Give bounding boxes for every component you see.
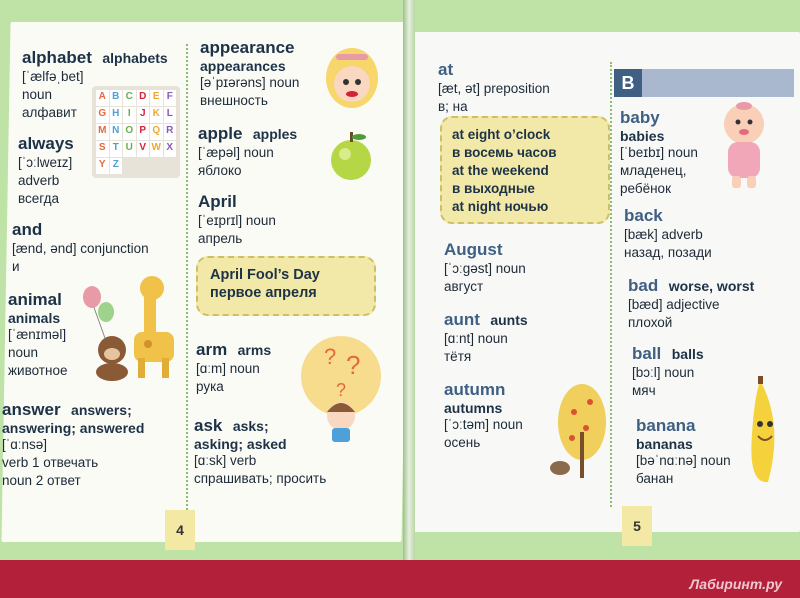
entry-apple [198,124,338,180]
headword: apple [198,124,243,143]
forms: asks; [232,418,269,434]
right-column-separator [610,62,612,507]
page-number-right: 5 [622,506,652,546]
translation: и [12,259,20,274]
translation: осень [444,435,481,450]
translation: всегда [18,191,59,206]
alphabet-tile: K [150,107,163,123]
transcription: [ˈɔːlweɪz] [18,155,73,170]
alphabet-tile: S [96,141,109,157]
box-line: at night ночью [452,199,549,214]
alphabet-tile: W [150,141,163,157]
alphabet-tile: O [123,124,136,140]
headword: aunt [444,310,480,329]
entry-answer [2,400,187,490]
transcription: [ɑːsk] verb [194,453,257,468]
entry-bad [628,276,793,332]
svg-text:?: ? [346,350,361,380]
alphabet-tile: L [164,107,177,123]
apple-illustration [326,128,376,182]
alphabet-tile: X [164,141,177,157]
entry-ask [194,416,394,488]
at-phrases-box [440,116,610,224]
entry-appearance [200,38,330,110]
alphabet-tile: H [110,107,123,123]
entry-arm [196,340,306,396]
headword: bad [628,276,659,295]
forms-continued: answering; answered [2,420,145,436]
autumn-tree-hedgehog-illustration [546,372,608,484]
forms: bananas [636,436,693,452]
section-letter-header [614,69,794,97]
translation: апрель [198,231,243,246]
translation: в; на [438,99,468,114]
transcription: [ænd, ənd] conjunction [12,241,149,256]
translation: август [444,279,484,294]
alphabet-tile: A [96,90,109,106]
entry-back [624,206,774,262]
transcription: [æt, ət] preposition [438,81,550,96]
transcription: [bəˈnɑːnə] noun [636,453,731,468]
translation: алфавит [22,105,77,120]
headword: banana [636,416,696,435]
headword: April [198,192,237,211]
forms: answers; [71,402,132,418]
translation: рука [196,379,224,394]
transcription: [ˈænɪməl] [8,327,67,342]
alphabet-tile: N [110,124,123,140]
alphabet-tile: U [123,141,136,157]
translation: животное [8,363,68,378]
headword: ball [632,344,662,363]
alphabet-tile: E [150,90,163,106]
forms: apples [252,126,298,142]
alphabet-tile: T [110,141,123,157]
alphabet-tile: G [96,107,109,123]
transcription: [əˈpɪərəns] noun [200,75,300,90]
alphabet-tile: B [110,90,123,106]
entry-august [444,240,594,296]
box-line: в выходные [452,181,535,196]
headword: appearance [200,38,295,57]
alphabet-tile: D [137,90,150,106]
alphabet-tile: M [96,124,109,140]
part-of-speech: adverb [18,173,60,188]
translation: тётя [444,349,472,364]
alphabet-tile: Z [110,158,123,174]
entry-april [198,192,358,248]
svg-text:?: ? [336,380,347,400]
translation: назад, позади [624,245,712,260]
translation: внешность [200,93,268,108]
transcription: [bɔːl] noun [632,365,695,380]
publisher-watermark: Лабиринт.ру [689,576,782,592]
baby-illustration [712,98,776,190]
forms: autumns [444,400,503,416]
part-of-speech: noun [22,87,53,102]
entry-ball [632,344,732,400]
transcription: [ɑːm] noun [196,361,260,376]
forms: arms [237,342,272,358]
alphabet-tile: J [137,107,150,123]
box-line: в восемь часов [452,145,557,160]
alphabet-tile: R [164,124,177,140]
alphabet-blocks-image [92,86,180,178]
headword: back [624,206,663,225]
sense-2: noun 2 ответ [2,473,81,488]
headword: and [12,220,43,239]
translation: плохой [628,315,673,330]
headword: arm [196,340,228,359]
headword: baby [620,108,660,127]
headword: ask [194,416,223,435]
transcription: [ˈeɪprɪl] noun [198,213,276,228]
translation: спрашивать; просить [194,471,327,486]
forms: appearances [200,58,286,74]
entry-at [438,60,608,116]
monkey-giraffe-illustration [82,272,182,382]
forms-continued: asking; asked [194,436,287,452]
alphabet-tile: P [137,124,150,140]
alphabet-tile: Q [150,124,163,140]
transcription: [ˈælfəˌbet] [22,69,84,84]
headword: alphabet [22,48,92,67]
forms: babies [620,128,665,144]
forms: balls [671,346,704,362]
headword: autumn [444,380,506,399]
page-number-left: 4 [165,510,195,550]
headword: answer [2,400,61,419]
transcription: [ɑːnt] noun [444,331,508,346]
forms: aunts [490,312,528,328]
transcription: [ˈæpəl] noun [198,145,274,160]
box-line: at eight o’clock [452,127,551,142]
alphabet-tile: C [123,90,136,106]
translation: яблоко [198,163,242,178]
alphabet-tile: F [164,90,177,106]
transcription: [bæd] adjective [628,297,720,312]
entry-always [18,134,98,208]
entry-banana [636,416,766,488]
transcription: [bæk] adverb [624,227,703,242]
sense-1: verb 1 отвечать [2,455,99,470]
girl-face-illustration [322,44,382,114]
translation: банан [636,471,674,486]
box-translation: первое апреля [210,285,317,301]
april-fools-box [196,256,376,316]
headword: always [18,134,74,153]
transcription: [ˈɔːgəst] noun [444,261,526,276]
forms: worse, worst [668,278,755,294]
transcription: [ˈɑːnsə] [2,437,48,452]
forms: animals [8,310,61,326]
alphabet-tile: Y [96,158,109,174]
transcription: [ˈɔːtəm] noun [444,417,523,432]
headword: animal [8,290,62,309]
headword: at [438,60,454,79]
box-title: April Fool’s Day [210,267,320,283]
translation: младенец, [620,163,687,178]
alphabet-tile: V [137,141,150,157]
entry-and [12,220,187,276]
book-gutter [403,0,415,560]
headword: August [444,240,503,259]
transcription: [ˈbeɪbɪ] noun [620,145,698,160]
translation: мяч [632,383,656,398]
section-letter: B [614,69,642,97]
part-of-speech: noun [8,345,39,360]
entry-aunt [444,310,594,366]
forms: alphabets [102,50,168,66]
box-line: at the weekend [452,163,549,178]
svg-text:?: ? [324,344,337,369]
alphabet-tile: I [123,107,136,123]
translation-continued: ребёнок [620,181,671,196]
